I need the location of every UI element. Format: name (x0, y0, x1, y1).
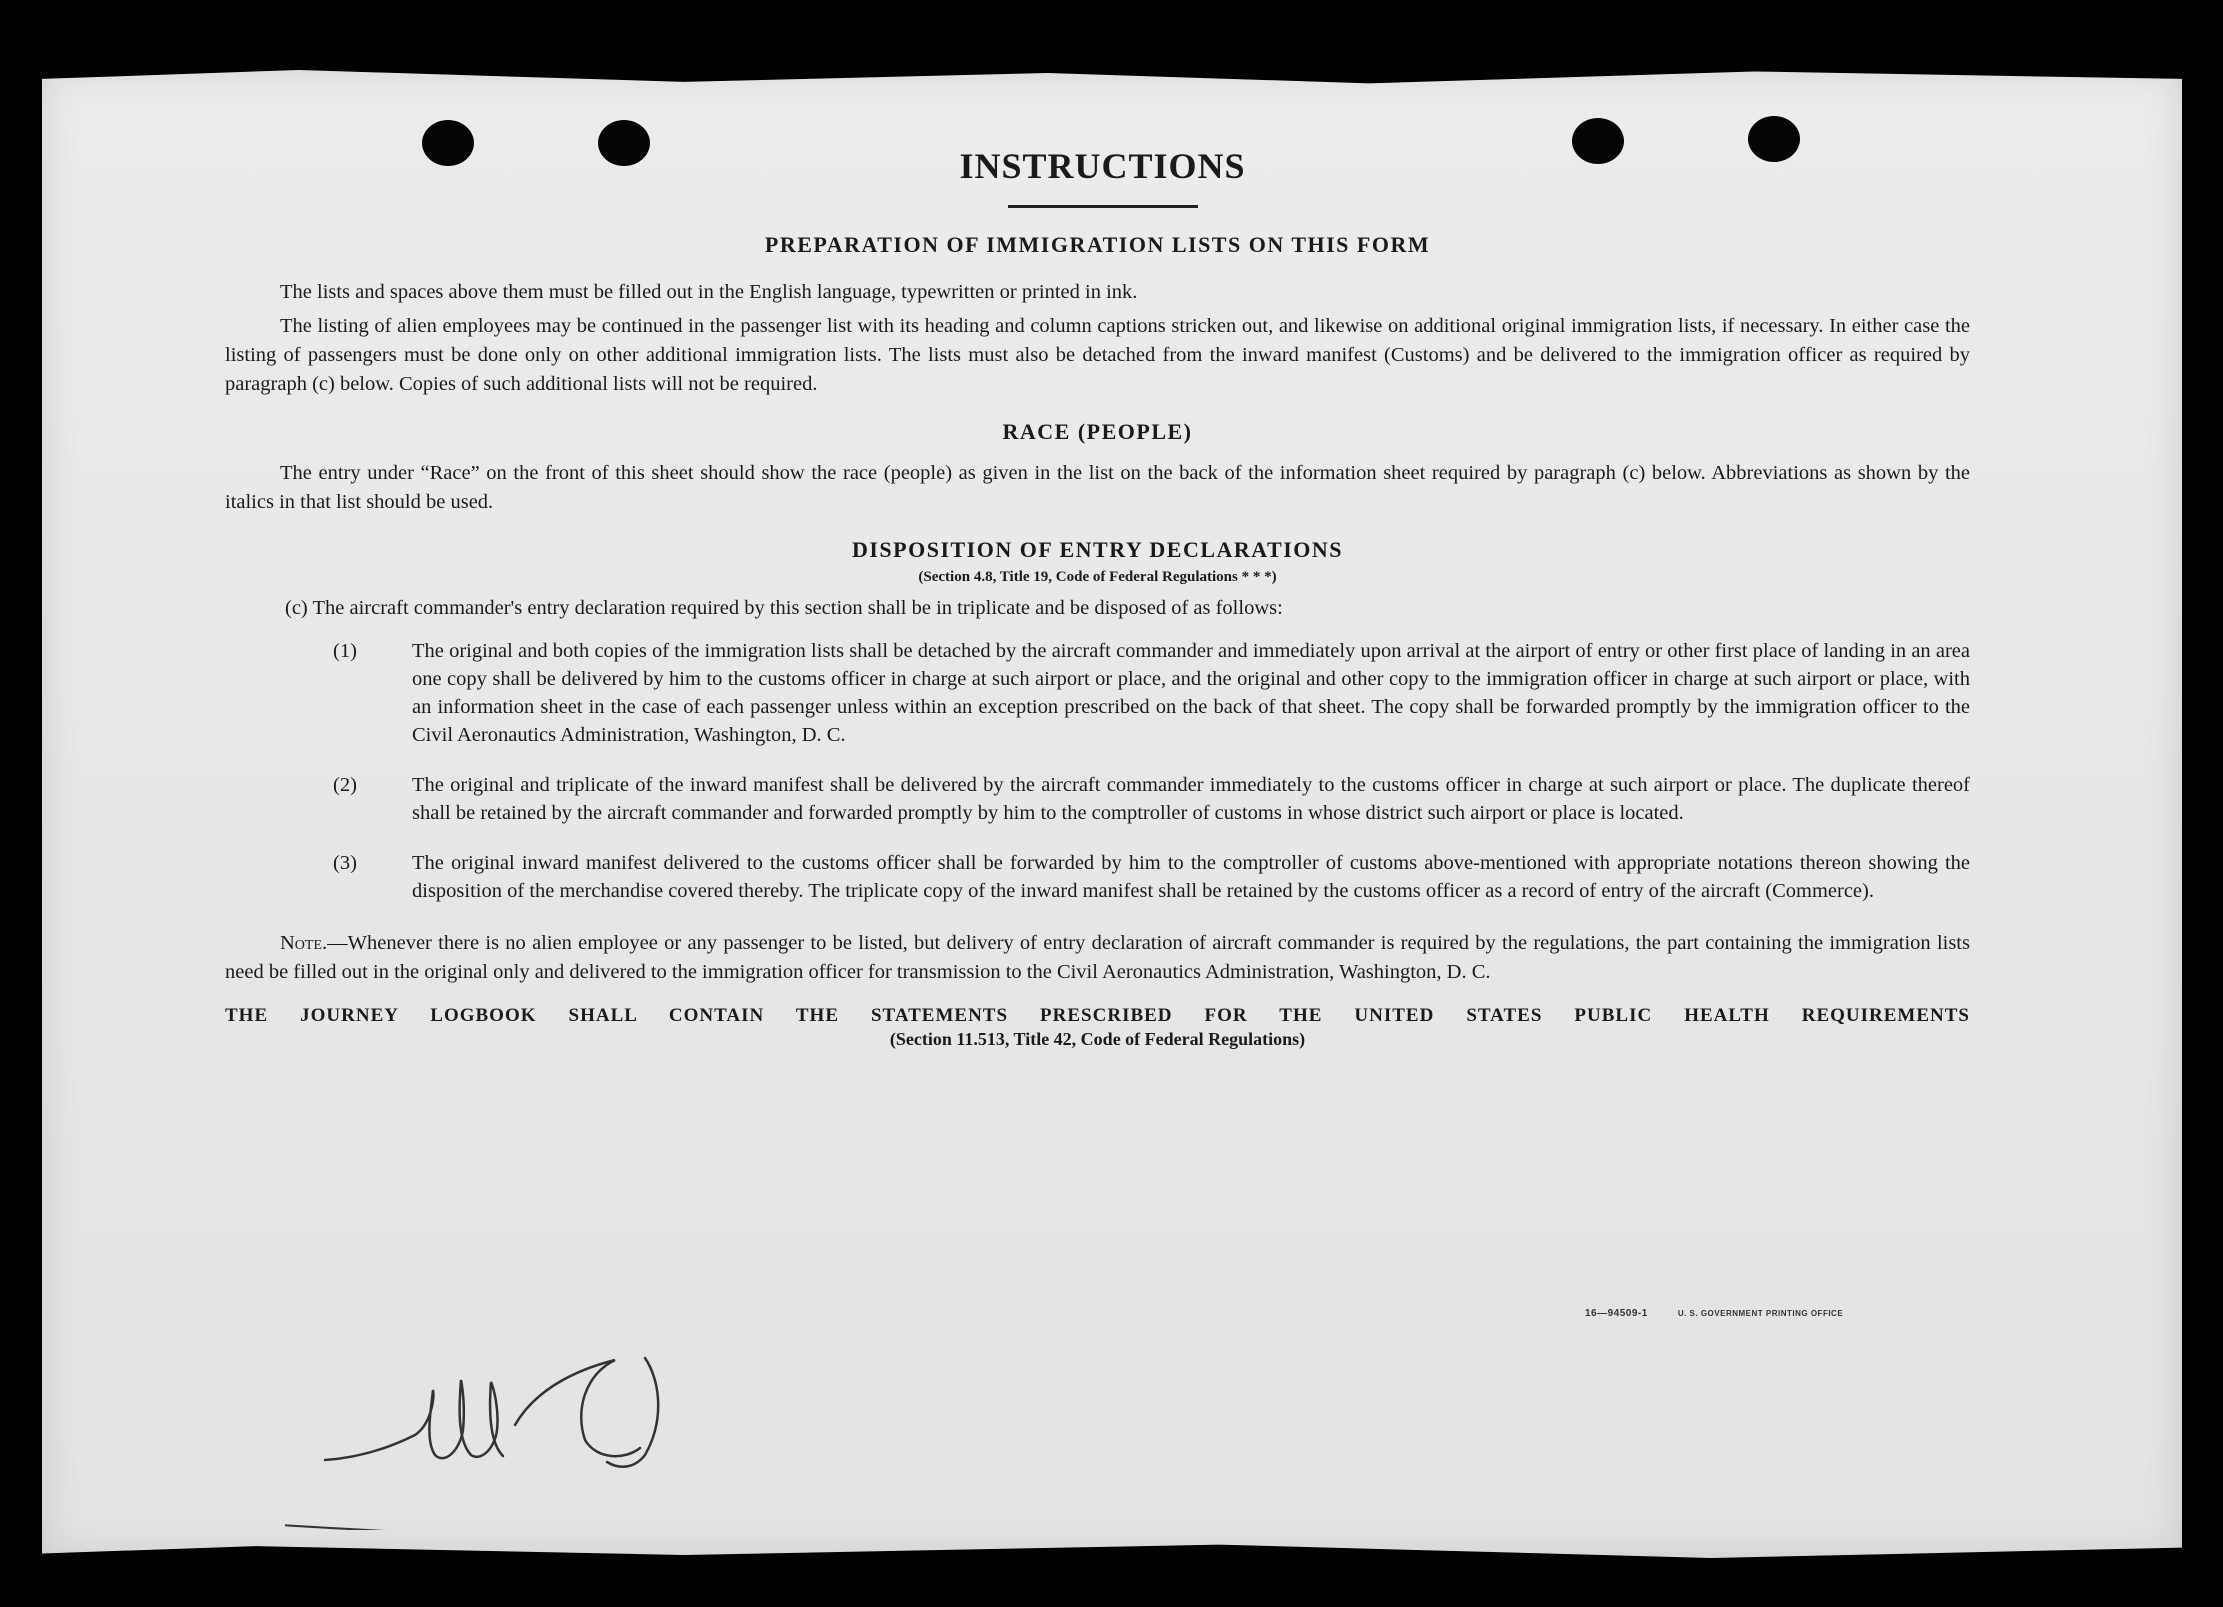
printing-office: U. S. GOVERNMENT PRINTING OFFICE (1677, 1309, 1844, 1318)
page-title: INSTRUCTIONS (959, 146, 1246, 186)
list-item (225, 771, 1970, 827)
note-label: Note. (280, 932, 328, 954)
race-heading: RACE (PEOPLE) (1002, 419, 1193, 444)
preparation-heading: PREPARATION OF IMMIGRATION LISTS ON THIS FORM (764, 232, 1431, 257)
form-number: 16—94509-1 (1585, 1308, 1648, 1319)
instructions-content (225, 145, 1970, 1050)
disposition-citation: (Section 4.8, Title 19, Code of Federal Regulations * * *) (918, 569, 1277, 585)
title-underline (1008, 205, 1198, 208)
disposition-intro: (c) The aircraft commander's entry declaration required by this section shall be in triplicate and be disposed of as follows: (285, 597, 1283, 619)
list-item-text: The original and both copies of the immigration lists shall be detached by the aircraft commander and immediately upon arrival at the airport of entry or other first place of landing in an area one copy shall be delivered by him to the customs officer in charge at such airport or place, and the original and other copy to the immigration officer in charge at such airport or place, with an information sheet in the case of each passenger unless within an exception prescribed on the back of that sheet. The copy shall be forwarded promptly by the immigration officer to the Civil Aeronautics Administration, Washington, D. C. (412, 640, 1970, 746)
list-item-number: (3) (333, 852, 357, 874)
list-item (225, 637, 1970, 749)
printer-imprint (1585, 1308, 1843, 1319)
logbook-statement: THE JOURNEY LOGBOOK SHALL CONTAIN THE STATEMENTS PRESCRIBED FOR THE UNITED STATES PUBLIC HEALTH REQUIREMENTS (225, 1005, 1970, 1026)
list-item-text: The original and triplicate of the inward manifest shall be delivered by the aircraft commander immediately to the customs officer in charge at such airport or place. The duplicate thereof shall be retained by the aircraft commander and forwarded promptly by him to the comptroller of customs in whose district such airport or place is located. (412, 774, 1970, 824)
preparation-paragraph-2: The listing of alien employees may be continued in the passenger list with its heading and column captions stricken out, and likewise on additional original immigration lists, if necessary. In either case the listing of passengers must be done only on other additional immigration lists. The lists must also be detached from the inward manifest (Customs) and be delivered to the immigration officer as required by paragraph (c) below. Copies of such additional lists will not be required. (225, 315, 1970, 395)
handwritten-signature (285, 1330, 725, 1530)
disposition-heading: DISPOSITION OF ENTRY DECLARATIONS (851, 537, 1344, 562)
race-paragraph: The entry under “Race” on the front of this sheet should show the race (people) as given in the list on the back of the information sheet required by paragraph (c) below. Abbreviations as shown by the italics in that list should be used. (225, 462, 1970, 513)
preparation-paragraph-1: The lists and spaces above them must be filled out in the English language, typewritten or printed in ink. (280, 281, 1138, 303)
note-paragraph (225, 929, 1970, 987)
note-text: —Whenever there is no alien employee or any passenger to be listed, but delivery of entry declaration of aircraft commander is required by the regulations, the part containing the immigration lists need be filled out in the original only and delivered to the immigration officer for transmission to the Civil Aeronautics Administration, Washington, D. C. (225, 932, 1970, 983)
list-item-number: (1) (333, 640, 357, 662)
logbook-citation: (Section 11.513, Title 42, Code of Federal Regulations) (889, 1029, 1306, 1049)
list-item-text: The original inward manifest delivered to the customs officer shall be forwarded by him to the comptroller of customs above-mentioned with appropriate notations thereon showing the disposition of the merchandise covered thereby. The triplicate copy of the inward manifest shall be retained by the customs officer as a record of entry of the aircraft (Commerce). (412, 852, 1970, 902)
list-item (225, 849, 1970, 905)
list-item-number: (2) (333, 774, 357, 796)
